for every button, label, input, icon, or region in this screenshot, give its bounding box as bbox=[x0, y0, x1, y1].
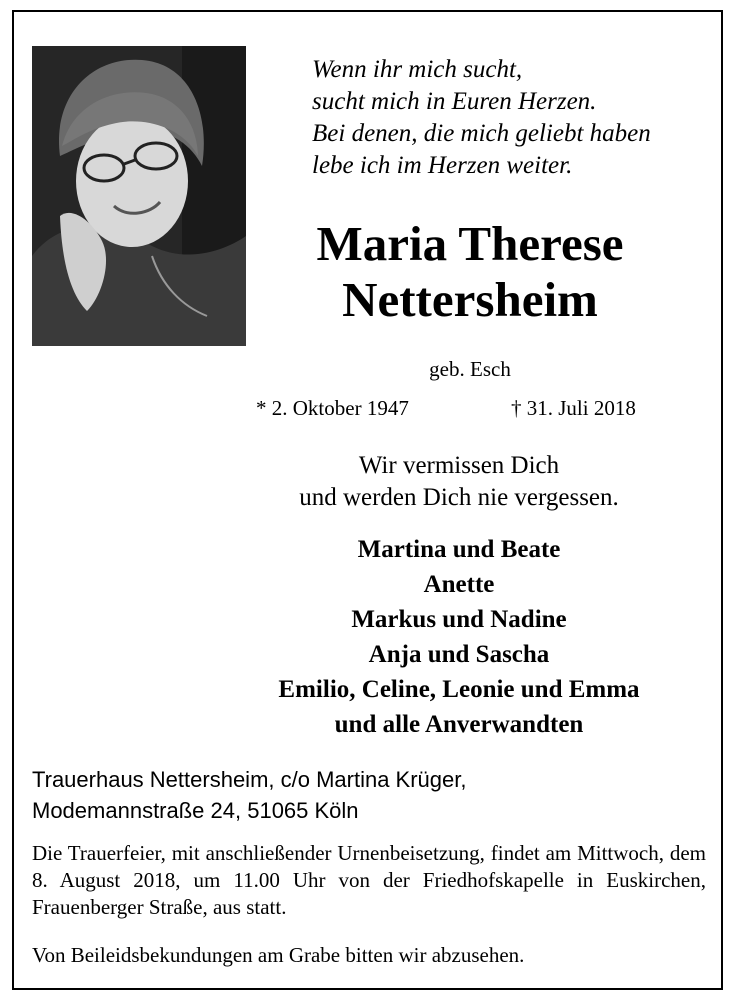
family-member: Emilio, Celine, Leonie und Emma bbox=[278, 676, 640, 703]
poem-line: lebe ich im Herzen weiter. bbox=[312, 152, 573, 179]
funeral-service-info: Die Trauerfeier, mit anschließender Urnenbeisetzung, findet am Mittwoch, dem 8. August 2018, um 11.00 Uhr von der Friedhofskapelle in Euskirchen, Frauenberger Straße, aus statt. bbox=[32, 841, 706, 919]
address-line1: Trauerhaus Nettersheim, c/o Martina Krüger, bbox=[32, 767, 467, 792]
family-member: Markus und Nadine bbox=[351, 606, 567, 633]
family-member: Martina und Beate bbox=[357, 536, 561, 563]
birth-date: * 2. Oktober 1947 bbox=[256, 396, 409, 420]
address-line2: Modemannstraße 24, 51065 Köln bbox=[32, 798, 359, 823]
poem-line: sucht mich in Euren Herzen. bbox=[312, 88, 597, 115]
poem bbox=[312, 54, 712, 182]
memorial-message-line2: und werden Dich nie vergessen. bbox=[299, 484, 619, 511]
poem-line: Bei denen, die mich geliebt haben bbox=[312, 120, 651, 147]
mourning-house-address bbox=[32, 764, 712, 826]
memorial-message bbox=[234, 450, 684, 514]
portrait-image bbox=[32, 46, 246, 346]
family-member: Anja und Sascha bbox=[368, 641, 550, 668]
family-list bbox=[164, 532, 735, 742]
obituary-notice bbox=[12, 10, 723, 990]
birth-name: geb. Esch bbox=[429, 357, 511, 381]
deceased-name-line2: Nettersheim bbox=[342, 272, 598, 327]
memorial-message-line1: Wir vermissen Dich bbox=[358, 452, 560, 479]
family-member: Anette bbox=[423, 571, 495, 598]
family-member: und alle Anverwandten bbox=[334, 711, 584, 738]
death-date: † 31. Juli 2018 bbox=[511, 396, 636, 420]
deceased-name-line1: Maria Therese bbox=[316, 216, 624, 271]
portrait-photo bbox=[32, 46, 246, 346]
poem-line: Wenn ihr mich sucht, bbox=[312, 56, 523, 83]
deceased-name bbox=[246, 216, 694, 328]
condolence-note: Von Beileidsbekundungen am Grabe bitten wir abzusehen. bbox=[32, 943, 525, 967]
